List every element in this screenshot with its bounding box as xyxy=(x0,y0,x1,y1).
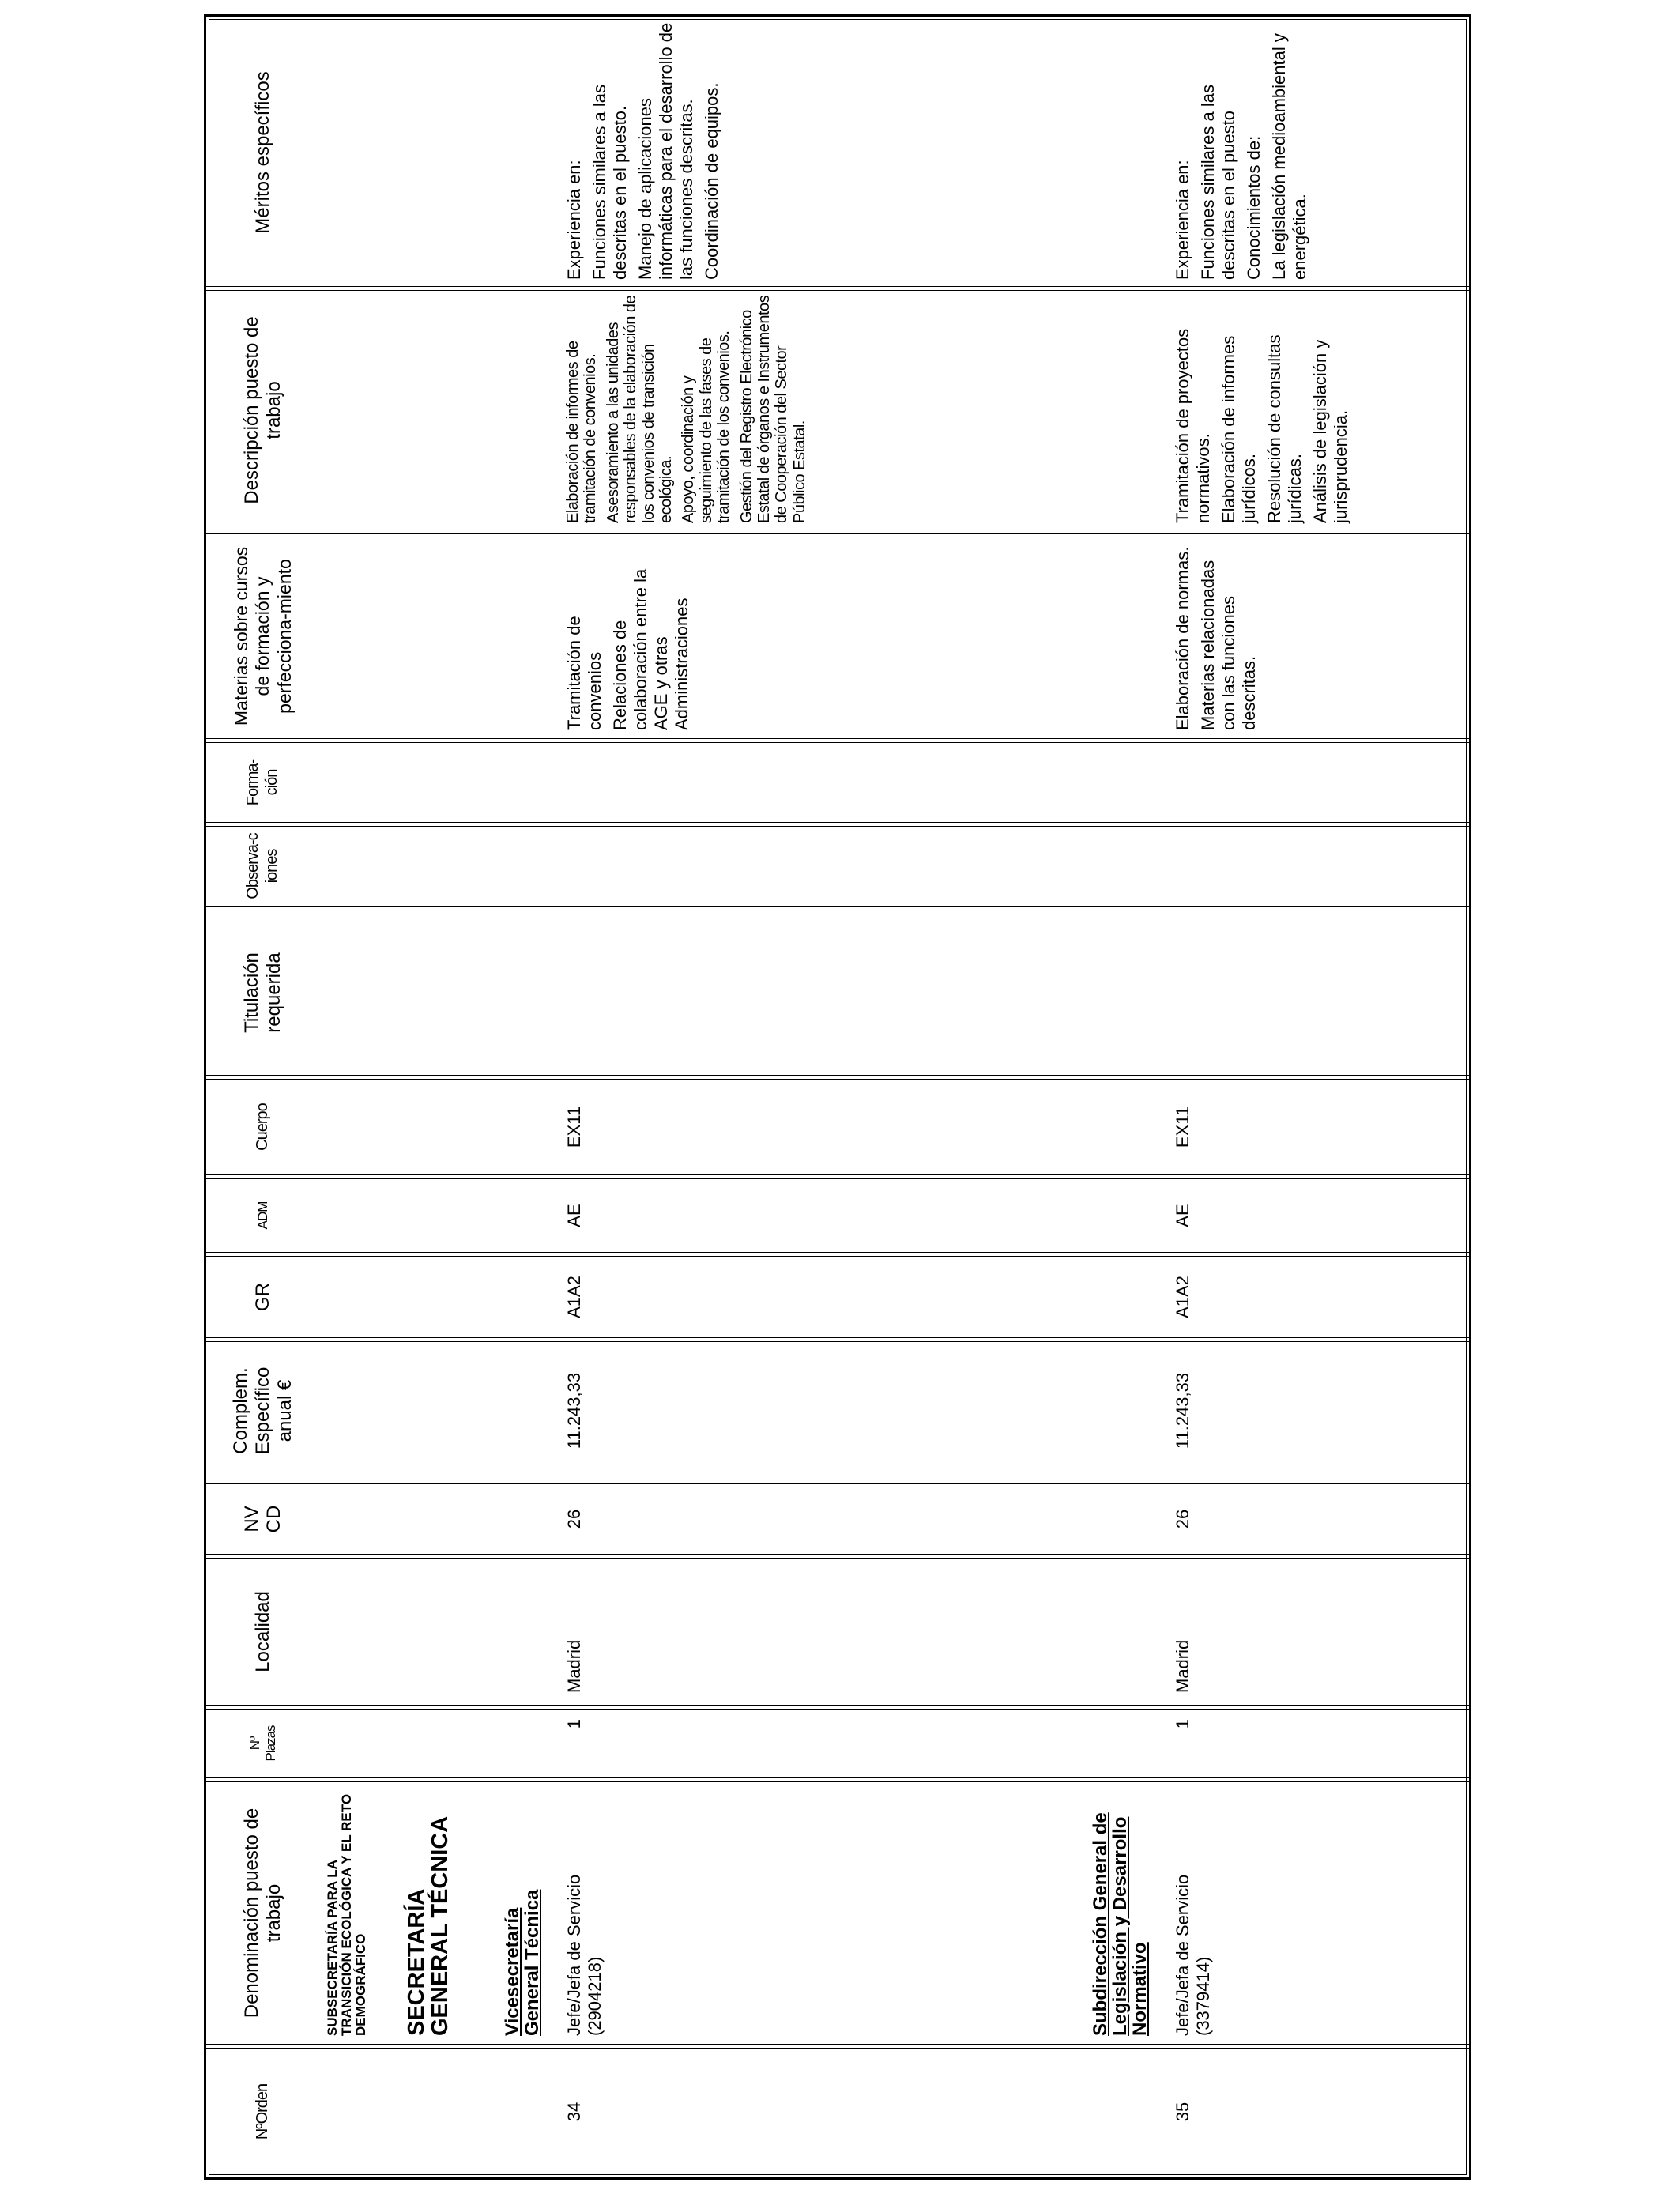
row-34-materias xyxy=(564,541,697,730)
header-cuerpo: Cuerpo xyxy=(254,1103,272,1151)
row-35-complemento: 11.243,33 xyxy=(1173,1372,1192,1449)
header-formacion: Forma-ción xyxy=(244,759,281,806)
descripcion-item: Tramitación de proyectos normativos. xyxy=(1173,328,1213,523)
rotated-table-sheet xyxy=(198,0,1478,2194)
meritos-item: Experiencia en: xyxy=(564,160,584,280)
row-34-meritos xyxy=(564,22,727,280)
row-34-localidad: Madrid xyxy=(564,1639,584,1693)
section-subdireccion xyxy=(1090,1791,1162,2036)
col-divider xyxy=(204,2044,1471,2049)
col-divider xyxy=(204,1777,1471,1782)
row-34-adm: AE xyxy=(564,1204,584,1227)
materias-item: Elaboración de normas. xyxy=(1173,546,1192,730)
header-materias: Materias sobre cursos de formación y perfecciona-miento xyxy=(231,546,295,726)
row-35-adm: AE xyxy=(1173,1204,1192,1227)
section-subsecretaria xyxy=(326,1791,389,2036)
col-divider xyxy=(204,530,1471,534)
row-34-descripcion xyxy=(564,294,813,523)
descripcion-item: Gestión del Registro Electrónico Estatal de órganos e Instrumentos de Cooperación del Sector Público Estatal. xyxy=(737,295,808,523)
header-plazas: Nº Plazas xyxy=(247,1725,278,1762)
section-vicesecretaria-label: Vicesecretaría General Técnica xyxy=(502,1889,544,2036)
meritos-item: Conocimientos de: xyxy=(1243,135,1264,280)
header-nv-cd: NV CD xyxy=(240,1505,284,1533)
row-35-nivel: 26 xyxy=(1173,1509,1192,1529)
header-divider xyxy=(318,14,322,2180)
descripcion-item: Elaboración de informes de tramitación de convenios. xyxy=(564,341,600,523)
row-35-descripcion xyxy=(1173,294,1356,523)
materias-item: Relaciones de colaboración entre la AGE y otras Administraciones xyxy=(609,568,691,730)
col-divider xyxy=(204,1480,1471,1484)
row-34-cuerpo: EX11 xyxy=(564,1106,584,1148)
row-34-nivel: 26 xyxy=(564,1509,584,1529)
section-secretaria-label: SECRETARÍA GENERAL TÉCNICA xyxy=(404,1815,454,2036)
row-34-complemento: 11.243,33 xyxy=(564,1372,584,1449)
meritos-item: Coordinación de equipos. xyxy=(701,82,721,280)
meritos-item: Funciones similares a las descritas en el puesto. xyxy=(589,85,630,280)
header-gr: GR xyxy=(251,1283,273,1311)
col-divider xyxy=(204,1174,1471,1179)
col-divider xyxy=(204,1337,1471,1342)
descripcion-item: Análisis de legislación y jurisprudencia. xyxy=(1309,339,1350,523)
meritos-item: Funciones similares a las descritas en el puesto xyxy=(1197,85,1238,280)
row-35-localidad: Madrid xyxy=(1173,1639,1192,1693)
row-34-orden: 34 xyxy=(564,2102,584,2122)
row-35-meritos xyxy=(1173,22,1315,280)
header-adm: ADM xyxy=(254,1201,270,1230)
meritos-item: Experiencia en: xyxy=(1173,160,1192,280)
row-34-denominacion: Jefe/Jefa de Servicio (2904218) xyxy=(564,1874,605,2036)
col-divider xyxy=(204,906,1471,910)
header-descripcion: Descripción puesto de trabajo xyxy=(240,316,284,504)
col-divider xyxy=(204,1252,1471,1257)
materias-item: Materias relacionadas con las funciones descritas. xyxy=(1197,560,1259,730)
header-complemento: Complem. Específico anual € xyxy=(229,1367,296,1455)
header-observaciones: Observa-ciones xyxy=(244,833,281,899)
materias-item: Tramitación de convenios xyxy=(564,616,605,730)
row-35-orden: 35 xyxy=(1173,2102,1192,2122)
descripcion-item: Asesoramiento a las unidades responsables de la elaboración de los convenios de transición ecológica. xyxy=(604,295,675,523)
row-35-plazas: 1 xyxy=(1173,1719,1192,1729)
descripcion-item: Apoyo, coordinación y seguimiento de las fases de tramitación de los convenios. xyxy=(680,330,733,523)
row-35-grupo: A1A2 xyxy=(1173,1276,1192,1318)
row-35-materias xyxy=(1173,541,1264,730)
col-divider xyxy=(204,1705,1471,1710)
descripcion-item: Elaboración de informes jurídicos. xyxy=(1218,335,1259,523)
row-35-cuerpo: EX11 xyxy=(1173,1106,1192,1148)
section-vicesecretaria xyxy=(503,1862,558,2036)
header-titulacion: Titulación requerida xyxy=(240,952,284,1033)
row-35-denominacion: Jefe/Jefa de Servicio (3379414) xyxy=(1173,1874,1213,2036)
header-localidad: Localidad xyxy=(251,1591,273,1672)
col-divider xyxy=(204,1554,1471,1559)
col-divider xyxy=(204,286,1471,291)
row-34-grupo: A1A2 xyxy=(564,1276,584,1318)
header-denominacion: Denominación puesto de trabajo xyxy=(240,1808,284,2019)
section-subsecretaria-label: SUBSECRETARÍA PARA LA TRANSICIÓN ECOLÓGICA Y EL RETO DEMOGRÁFICO xyxy=(325,1793,368,2036)
row-34-plazas: 1 xyxy=(564,1719,584,1729)
section-secretaria xyxy=(405,1791,468,2036)
col-divider xyxy=(204,822,1471,827)
header-n-orden: NºOrden xyxy=(254,2083,272,2140)
col-divider xyxy=(204,1075,1471,1080)
meritos-item: La legislación medioambiental y energética. xyxy=(1268,33,1309,280)
header-meritos: Méritos específicos xyxy=(251,71,273,234)
descripcion-item: Resolución de consultas jurídicas. xyxy=(1264,334,1305,523)
col-divider xyxy=(204,738,1471,743)
meritos-item: Manejo de aplicaciones informáticas para el desarrollo de las funciones descritas. xyxy=(635,22,696,280)
section-subdireccion-label: Subdirección General de Legislación y Desarrollo Normativo xyxy=(1090,1812,1151,2036)
